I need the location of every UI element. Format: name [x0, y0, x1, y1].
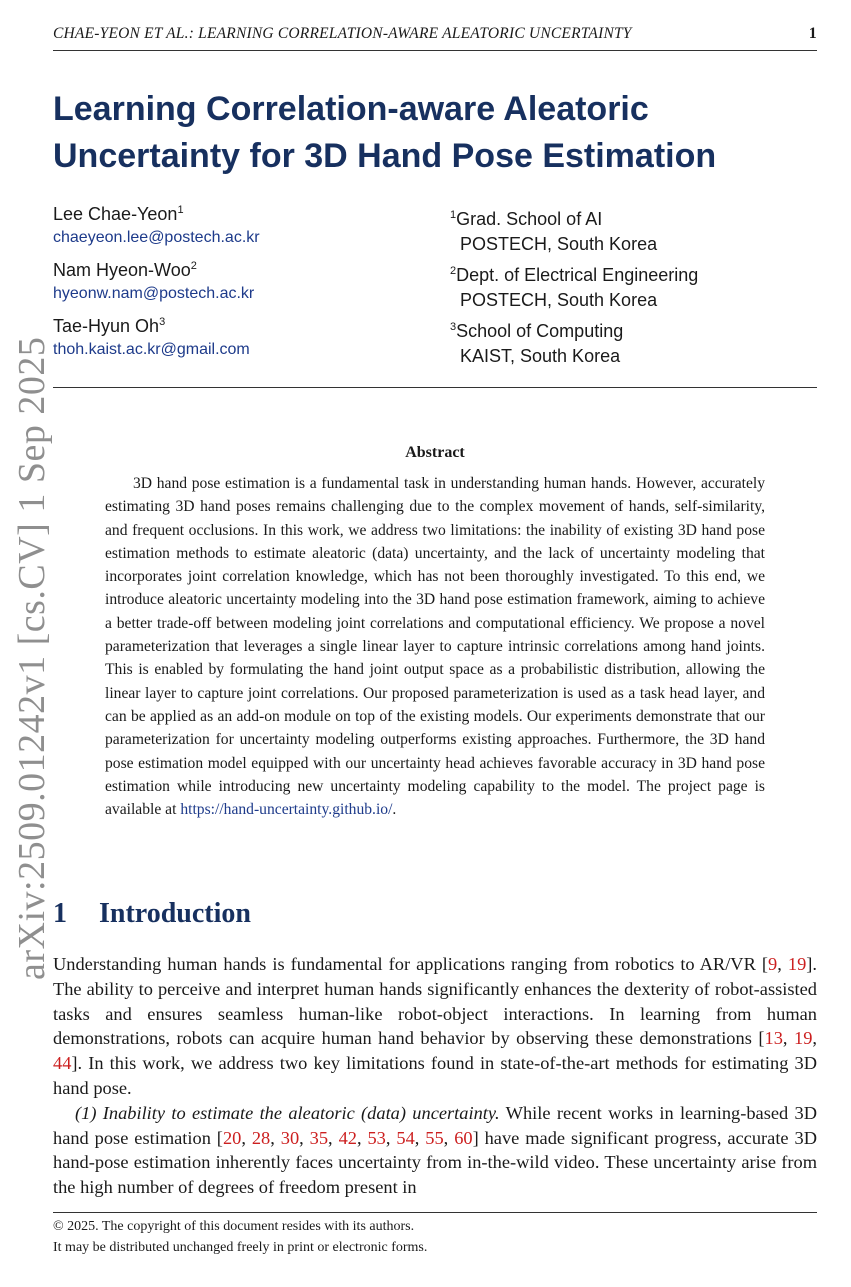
- footer-line-2: It may be distributed unchanged freely in print or electronic forms.: [53, 1240, 428, 1255]
- citation-link[interactable]: 53: [367, 1127, 386, 1148]
- footer-rule: [53, 1212, 817, 1213]
- abstract-end: .: [392, 801, 397, 819]
- citation-link[interactable]: 42: [338, 1127, 357, 1148]
- citation-link[interactable]: 55: [425, 1127, 444, 1148]
- arxiv-stamp: arXiv:2509.01242v1 [cs.CV] 1 Sep 2025: [11, 336, 53, 980]
- author-email[interactable]: chaeyeon.lee@postech.ac.kr: [53, 229, 260, 246]
- author-affil-mark: 2: [190, 260, 197, 272]
- author-name: Nam Hyeon-Woo: [53, 260, 191, 280]
- abstract-heading: Abstract: [405, 444, 465, 461]
- citation-link[interactable]: 60: [454, 1127, 473, 1148]
- affil-line-2: POSTECH, South Korea: [460, 290, 658, 310]
- paper-title: [53, 86, 813, 180]
- author-affil-mark: 3: [159, 316, 166, 328]
- footer-line-1: © 2025. The copyright of this document resides with its authors.: [53, 1219, 415, 1234]
- author-email[interactable]: hyeonw.nam@postech.ac.kr: [53, 285, 255, 302]
- citation-link[interactable]: 9: [768, 954, 778, 974]
- author-2: [53, 260, 254, 303]
- author-3: [53, 316, 250, 359]
- author-1: [53, 204, 260, 247]
- citation-link[interactable]: 20: [222, 1127, 242, 1148]
- affil-line-2: KAIST, South Korea: [460, 346, 621, 366]
- copyright-footer: [53, 1216, 427, 1258]
- affiliation-2: [450, 259, 698, 313]
- page-number: 1: [808, 25, 817, 42]
- affil-line-1: School of Computing: [456, 321, 624, 341]
- body-text: [53, 952, 817, 1200]
- section-title: Introduction: [99, 898, 251, 929]
- author-name: Lee Chae-Yeon: [53, 204, 178, 224]
- citation-link[interactable]: 44: [53, 1053, 72, 1074]
- citation-link[interactable]: 30: [280, 1127, 300, 1148]
- affil-line-1: Dept. of Electrical Engineering: [456, 265, 699, 285]
- header-rule: [53, 50, 817, 51]
- affil-line-1: Grad. School of AI: [456, 209, 603, 229]
- paragraph-lead: (1) Inability to estimate the aleatoric (data) uncertainty.: [75, 1102, 500, 1123]
- affiliation-3: [450, 315, 623, 369]
- affil-mark: 1: [450, 209, 457, 221]
- intro-paragraph-2: (1) Inability to estimate the aleatoric (data) uncertainty. While recent works in learning-based 3D hand pose estimation [20, 28, 30, 35, 42, 53, 54, 55, 60] have made significant progress, accurate 3D hand-pose estimation inherently faces uncertainty from in-the-wild video. These uncertainty arise from the high number of degrees of freedom present in: [53, 1102, 817, 1198]
- affil-mark: 3: [450, 321, 457, 333]
- project-page-link[interactable]: https://hand-uncertainty.github.io/: [180, 801, 393, 819]
- author-name: Tae-Hyun Oh: [53, 316, 160, 336]
- citation-link[interactable]: 28: [251, 1127, 271, 1148]
- author-affil-mark: 1: [177, 204, 184, 216]
- citation-link[interactable]: 35: [309, 1127, 329, 1148]
- author-block-rule: [53, 387, 817, 388]
- section-heading: [53, 898, 251, 930]
- affil-line-2: POSTECH, South Korea: [460, 234, 658, 254]
- citation-link[interactable]: 19: [794, 1028, 813, 1049]
- section-number: 1: [53, 898, 67, 929]
- title-line-1: Learning Correlation-aware Aleatoric: [53, 90, 649, 128]
- intro-paragraph-1: Understanding human hands is fundamental for applications ranging from robotics to AR/VR [9, 19]. The ability to perceive and interpret human hands significantly enhances the dexterity of robot-assisted tasks and ensures seamless human-like robot-object interactions. In learning from human demonstrations, robots can acquire human hand behavior by observing these demonstrations [13, 19, 44]. In this work, we address two key limitations found in state-of-the-art methods for estimating 3D hand pose.: [53, 954, 817, 1098]
- abstract-body: [105, 472, 765, 821]
- running-head-text: CHAE-YEON ET AL.: LEARNING CORRELATION-AWARE ALEATORIC UNCERTAINTY: [53, 25, 632, 42]
- title-line-2: Uncertainty for 3D Hand Pose Estimation: [53, 137, 717, 175]
- running-head: [53, 22, 817, 46]
- abstract-text: 3D hand pose estimation is a fundamental task in understanding human hands. However, accurately estimating 3D hand poses remains challenging due to the complex movement of hands, self-similarity, and frequent occlusions. In this work, we address two limitations: the inability of existing 3D hand pose estimation methods to estimate aleatoric (data) uncertainty, and the lack of uncertainty modeling that incorporates joint correlation knowledge, which has not been thoroughly investigated. To this end, we introduce aleatoric uncertainty modeling into the 3D hand pose estimation framework, aiming to achieve a better trade-off between modeling joint correlations and computational efficiency. We propose a novel parameterization that leverages a single linear layer to capture intrinsic correlations among hand joints. This is enabled by formulating the hand joint output space as a probabilistic distribution, allowing the linear layer to capture joint correlations. Our proposed parameterization is used as a task head layer, and can be applied as an add-on module on top of the existing models. Our experiments demonstrate that our parameterization for uncertainty modeling outperforms existing approaches. Furthermore, the 3D hand pose estimation model equipped with our uncertainty head achieves favorable accuracy in 3D hand pose estimation while introducing new uncertainty modeling capability to the model. The project page is available at: [105, 475, 765, 819]
- affiliation-1: [450, 203, 657, 257]
- citation-link[interactable]: 19: [787, 954, 807, 974]
- affil-mark: 2: [450, 265, 457, 277]
- author-email[interactable]: thoh.kaist.ac.kr@gmail.com: [53, 341, 250, 358]
- citation-link[interactable]: 54: [396, 1127, 415, 1148]
- citation-link[interactable]: 13: [764, 1028, 783, 1049]
